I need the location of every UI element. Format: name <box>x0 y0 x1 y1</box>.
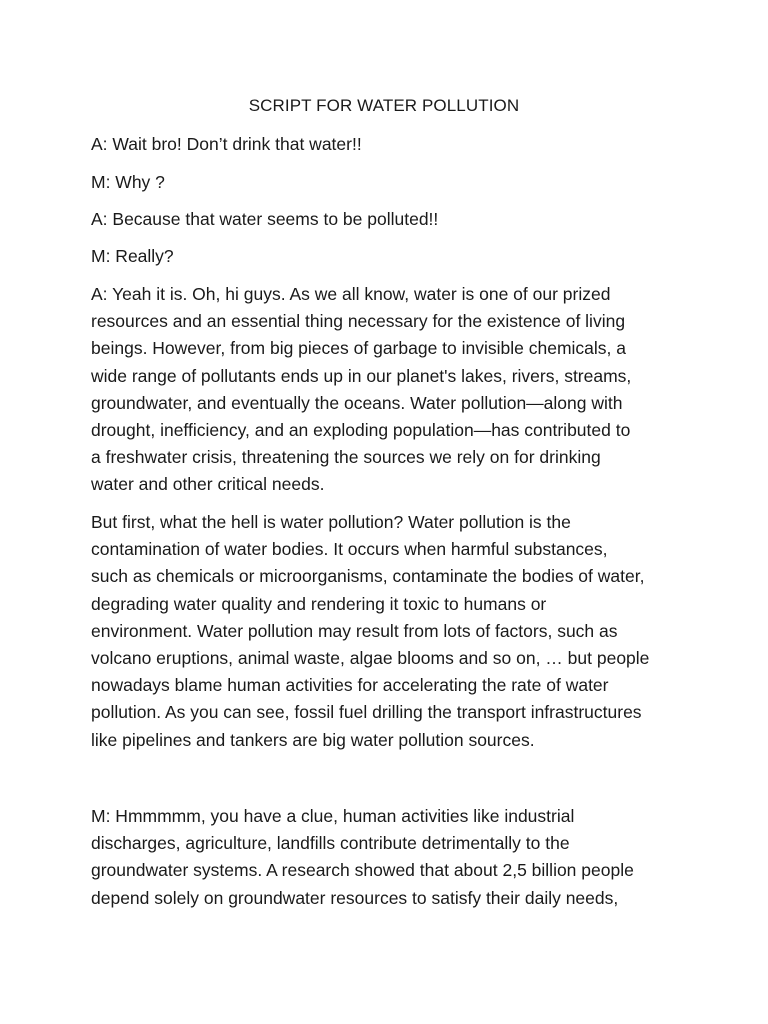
paragraph-line: wide range of pollutants ends up in our planet's lakes, rivers, streams, <box>91 365 632 386</box>
document-title: SCRIPT FOR WATER POLLUTION <box>248 96 520 115</box>
paragraph-line: degrading water quality and rendering it toxic to humans or <box>91 593 547 614</box>
paragraph-line: contamination of water bodies. It occurs when harmful substances, <box>91 539 608 560</box>
paragraph-definition <box>91 509 691 754</box>
paragraph-line: environment. Water pollution may result from lots of factors, such as <box>91 620 618 641</box>
dialogue-line-1: A: Wait bro! Don’t drink that water!! <box>91 134 362 154</box>
paragraph-line: pollution. As you can see, fossil fuel drilling the transport infrastructures <box>91 702 642 723</box>
paragraph-groundwater <box>91 803 691 912</box>
paragraph-line: like pipelines and tankers are big water pollution sources. <box>91 729 535 750</box>
paragraph-line: discharges, agriculture, landfills contribute detrimentally to the <box>91 833 570 854</box>
dialogue-line-3: A: Because that water seems to be polluted!! <box>91 209 439 229</box>
paragraph-line: But first, what the hell is water pollution? Water pollution is the <box>91 512 571 532</box>
paragraph-line: A: Yeah it is. Oh, hi guys. As we all know, water is one of our prized <box>91 284 611 304</box>
paragraph-line: a freshwater crisis, threatening the sources we rely on for drinking <box>91 447 601 468</box>
paragraph-line: resources and an essential thing necessary for the existence of living <box>91 311 626 332</box>
dialogue-line-4: M: Really? <box>91 246 174 266</box>
paragraph-line: volcano eruptions, animal waste, algae blooms and so on, … but people <box>91 648 650 669</box>
paragraph-intro <box>91 281 691 499</box>
paragraph-line: M: Hmmmmm, you have a clue, human activities like industrial <box>91 806 575 826</box>
paragraph-line: depend solely on groundwater resources to satisfy their daily needs, <box>91 887 619 908</box>
paragraph-line: drought, inefficiency, and an exploding population—has contributed to <box>91 420 631 441</box>
paragraph-line: nowadays blame human activities for accelerating the rate of water <box>91 675 609 696</box>
paragraph-line: such as chemicals or microorganisms, contaminate the bodies of water, <box>91 566 645 587</box>
paragraph-line: groundwater systems. A research showed that about 2,5 billion people <box>91 860 634 881</box>
paragraph-line: groundwater, and eventually the oceans. Water pollution—along with <box>91 392 623 413</box>
dialogue-line-2: M: Why ? <box>91 172 165 192</box>
paragraph-line: beings. However, from big pieces of garbage to invisible chemicals, a <box>91 338 626 359</box>
paragraph-line: water and other critical needs. <box>91 474 325 495</box>
